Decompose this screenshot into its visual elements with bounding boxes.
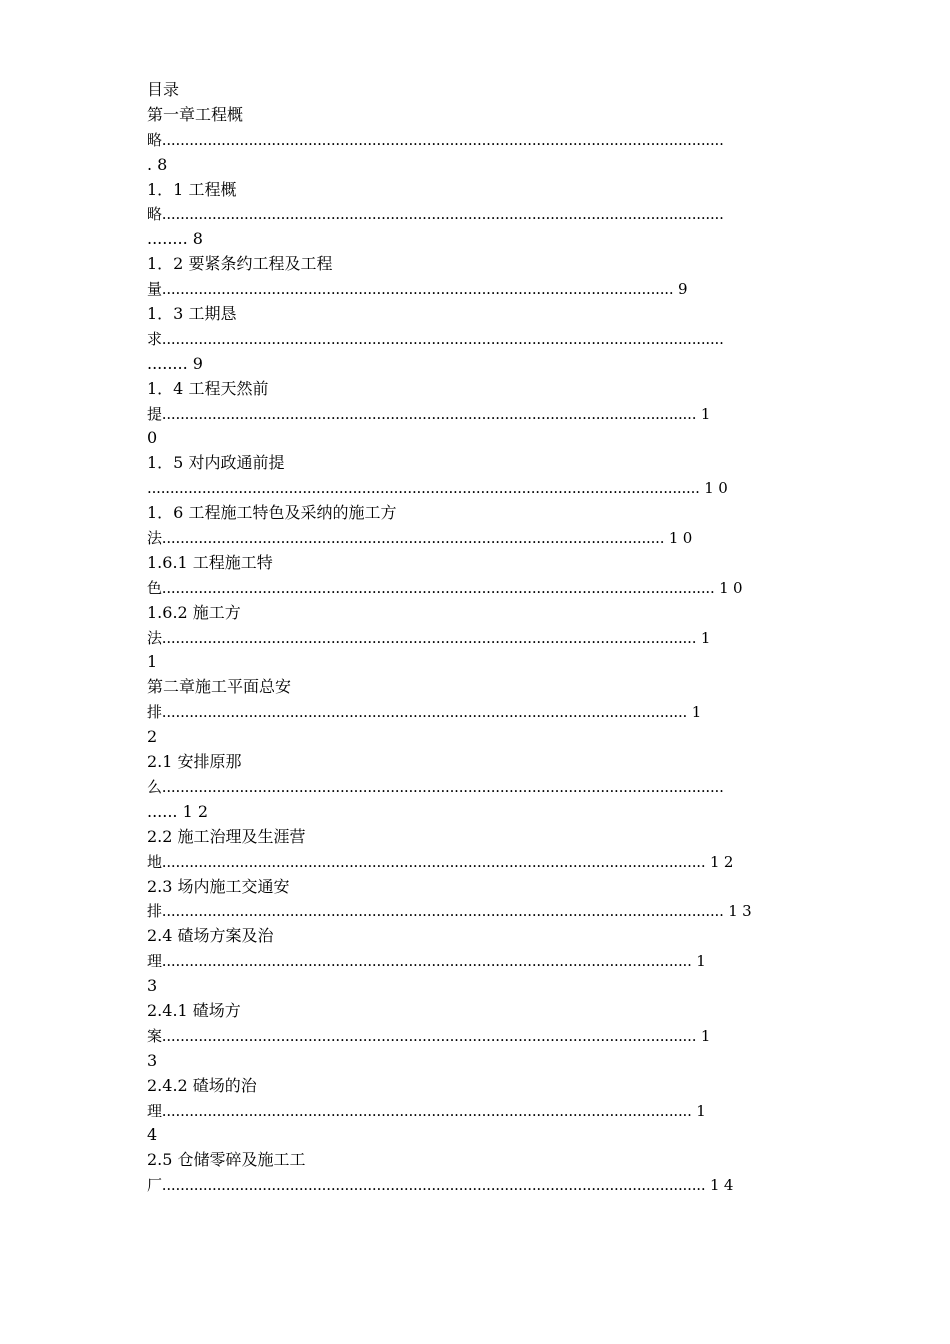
toc-line: 2 (147, 727, 158, 747)
toc-line: 1．4 工程天然前 (147, 378, 269, 398)
toc-line: 1．3 工期恳 (147, 304, 237, 324)
table-of-contents (147, 78, 807, 1198)
toc-line: 法..................................................................................................................... 1 (147, 628, 711, 647)
toc-line: 1.6.2 施工方 (147, 602, 241, 622)
toc-line: 略........................................................................................................................... (147, 205, 724, 224)
toc-line: 4 (147, 1125, 158, 1145)
toc-line: 1．6 工程施工特色及采纳的施工方 (147, 503, 397, 523)
toc-line: 理.................................................................................................................... 1 (147, 952, 706, 971)
toc-line: 理.................................................................................................................... 1 (147, 1101, 706, 1120)
toc-line: 0 (147, 428, 158, 448)
toc-line: 略........................................................................................................................... (147, 130, 724, 149)
toc-line: 排................................................................................................................... 1 (147, 703, 702, 722)
toc-line: ........ 8 (147, 229, 203, 249)
toc-line: 排........................................................................................................................... 1 3 (147, 902, 752, 921)
toc-line: 1．5 对内政通前提 (147, 453, 285, 473)
toc-line: 量................................................................................................................ 9 (147, 280, 688, 299)
toc-line: 法.............................................................................................................. 1 0 (147, 529, 693, 548)
toc-line: . 8 (147, 154, 168, 174)
toc-line: 2.4.2 碴场的治 (147, 1075, 257, 1095)
toc-line: 1．2 要紧条约工程及工程 (147, 254, 333, 274)
toc-line: 第二章施工平面总安 (147, 677, 292, 697)
toc-line: 么........................................................................................................................... (147, 777, 724, 796)
toc-line: 提..................................................................................................................... 1 (147, 404, 711, 423)
toc-line: 2.2 施工治理及生涯营 (147, 826, 306, 846)
toc-line: 1 (147, 652, 158, 672)
toc-line: 地....................................................................................................................... 1 2 (147, 852, 734, 871)
toc-line: 第一章工程概 (147, 104, 244, 124)
toc-line: 2.4.1 碴场方 (147, 1000, 241, 1020)
toc-line: 2.3 场内施工交通安 (147, 876, 290, 896)
toc-line: 色......................................................................................................................... 1 0 (147, 578, 743, 597)
toc-line: 1．1 工程概 (147, 179, 237, 199)
toc-line: 案..................................................................................................................... 1 (147, 1026, 711, 1045)
toc-line: ........ 9 (147, 353, 203, 373)
toc-line: 2.5 仓储零碎及施工工 (147, 1150, 306, 1170)
toc-line: ......................................................................................................................... 1 0 (147, 479, 728, 498)
toc-line: 2.4 碴场方案及治 (147, 926, 274, 946)
toc-line: 3 (147, 976, 158, 996)
toc-line: 厂....................................................................................................................... 1 4 (147, 1176, 734, 1195)
toc-line: 1.6.1 工程施工特 (147, 552, 273, 572)
toc-line: 求........................................................................................................................... (147, 329, 724, 348)
toc-heading: 目录 (147, 80, 180, 99)
toc-line: ...... 1 2 (147, 801, 209, 821)
toc-line: 3 (147, 1050, 158, 1070)
toc-line: 2.1 安排原那 (147, 752, 242, 772)
